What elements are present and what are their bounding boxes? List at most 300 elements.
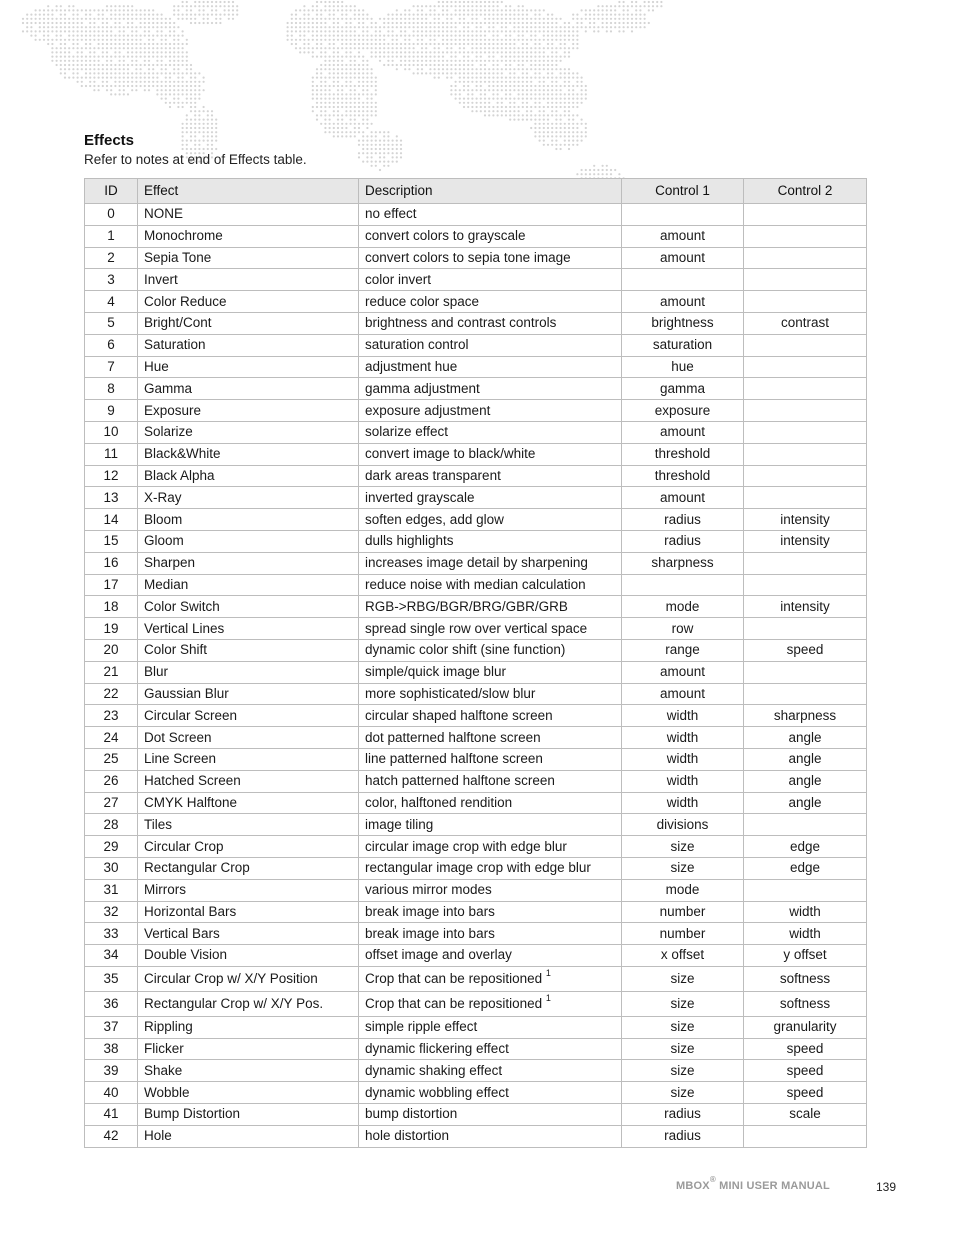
cell-id-text: 33 [103, 925, 119, 941]
table-row [85, 291, 867, 313]
page-number: 139 [876, 1180, 897, 1194]
cell-control-1-text: amount [659, 249, 706, 265]
cell-control-1 [622, 814, 744, 836]
cell-effect-text: Vertical Bars [144, 925, 220, 941]
cell-control-2 [744, 291, 867, 313]
cell-description-text: bump distortion [365, 1106, 458, 1122]
cell-control-1-text: size [670, 1041, 695, 1057]
table-row [85, 312, 867, 334]
cell-description-text: dot patterned halftone screen [365, 729, 541, 745]
cell-id [85, 901, 138, 923]
cell-description-text: convert colors to grayscale [365, 228, 526, 244]
cell-id-text: 3 [107, 271, 115, 287]
cell-description-text: dynamic flickering effect [365, 1041, 509, 1057]
cell-control-2-text: intensity [780, 511, 830, 527]
cell-control-2-text: edge [789, 860, 821, 876]
cell-control-2-text: angle [788, 773, 822, 789]
cell-effect-text: Hole [144, 1128, 172, 1144]
cell-effect-text: Blur [144, 664, 169, 680]
cell-control-1 [622, 991, 744, 1016]
cell-description-text: hatch patterned halftone screen [365, 773, 555, 789]
cell-effect [138, 1125, 359, 1147]
cell-control-1-text: width [666, 751, 699, 767]
cell-effect-text: Color Shift [144, 642, 208, 658]
cell-control-2 [744, 879, 867, 901]
cell-control-1-text: number [659, 925, 706, 941]
cell-control-2 [744, 966, 867, 991]
cell-effect [138, 661, 359, 683]
cell-control-1-text: amount [659, 228, 706, 244]
cell-effect-text: Tiles [144, 816, 173, 832]
cell-control-2-text: y offset [783, 947, 827, 963]
cell-effect [138, 923, 359, 945]
cell-description [359, 487, 622, 509]
table-row [85, 923, 867, 945]
cell-control-2-text: speed [786, 1062, 824, 1078]
cell-effect-text: Monochrome [144, 228, 223, 244]
cell-control-1-text: hue [671, 358, 694, 374]
cell-id [85, 991, 138, 1016]
cell-description [359, 509, 622, 531]
cell-effect-text: Gamma [144, 380, 193, 396]
cell-description [359, 683, 622, 705]
cell-id [85, 552, 138, 574]
cell-effect-text: Gaussian Blur [144, 685, 229, 701]
cell-description-text: reduce color space [365, 293, 480, 309]
cell-description-text: Crop that can be repositioned [365, 995, 543, 1011]
cell-description [359, 225, 622, 247]
cell-id [85, 748, 138, 770]
cell-effect-text: Flicker [144, 1041, 184, 1057]
cell-control-1 [622, 269, 744, 291]
cell-control-2-text: intensity [780, 598, 830, 614]
table-row [85, 1082, 867, 1104]
cell-control-1 [622, 1082, 744, 1104]
cell-control-2 [744, 705, 867, 727]
cell-description [359, 334, 622, 356]
cell-id-text: 38 [103, 1041, 119, 1057]
cell-control-2 [744, 552, 867, 574]
cell-effect-text: Median [144, 576, 189, 592]
cell-effect-text: Vertical Lines [144, 620, 225, 636]
footnote-marker: 1 [545, 968, 551, 979]
cell-control-2 [744, 530, 867, 552]
cell-control-1 [622, 770, 744, 792]
table-row [85, 596, 867, 618]
table-row [85, 552, 867, 574]
cell-description-text: various mirror modes [365, 882, 492, 898]
cell-effect-text: Gloom [144, 533, 184, 549]
cell-effect-text: CMYK Halftone [144, 794, 238, 810]
table-row [85, 879, 867, 901]
cell-control-1 [622, 421, 744, 443]
cell-control-1-text: size [670, 1019, 695, 1035]
cell-control-1 [622, 901, 744, 923]
cell-control-1-text: radius [664, 1106, 701, 1122]
cell-control-2 [744, 991, 867, 1016]
cell-control-1 [622, 1104, 744, 1126]
cell-effect-text: Circular Screen [144, 707, 238, 723]
cell-control-2-text: angle [788, 729, 822, 745]
cell-id [85, 225, 138, 247]
cell-control-1-text: saturation [652, 337, 713, 353]
cell-control-1-text: exposure [654, 402, 711, 418]
cell-description [359, 945, 622, 967]
cell-effect [138, 901, 359, 923]
cell-description [359, 1125, 622, 1147]
cell-id [85, 312, 138, 334]
cell-effect [138, 291, 359, 313]
cell-description [359, 639, 622, 661]
cell-id-text: 22 [103, 685, 119, 701]
cell-control-1 [622, 683, 744, 705]
cell-control-2 [744, 683, 867, 705]
cell-control-2 [744, 748, 867, 770]
cell-description [359, 443, 622, 465]
cell-effect [138, 596, 359, 618]
cell-id [85, 1082, 138, 1104]
cell-effect [138, 312, 359, 334]
cell-description [359, 923, 622, 945]
cell-effect-text: Line Screen [144, 751, 217, 767]
cell-id [85, 487, 138, 509]
cell-description [359, 552, 622, 574]
cell-effect-text: X-Ray [144, 489, 182, 505]
table-row [85, 465, 867, 487]
cell-id [85, 945, 138, 967]
cell-description [359, 400, 622, 422]
cell-id-text: 19 [103, 620, 119, 636]
cell-effect [138, 770, 359, 792]
cell-id [85, 770, 138, 792]
column-header-description: Description [359, 179, 622, 204]
cell-id-text: 15 [103, 533, 119, 549]
cell-id [85, 639, 138, 661]
cell-control-2-text: edge [789, 838, 821, 854]
cell-effect [138, 857, 359, 879]
cell-description-text: solarize effect [365, 424, 449, 440]
cell-description [359, 618, 622, 640]
cell-control-1 [622, 530, 744, 552]
cell-control-1-text: width [666, 794, 699, 810]
cell-control-2 [744, 487, 867, 509]
cell-control-2-text: speed [786, 1041, 824, 1057]
cell-description [359, 879, 622, 901]
table-row [85, 857, 867, 879]
cell-effect-text: Invert [144, 271, 178, 287]
cell-description-text: simple ripple effect [365, 1019, 478, 1035]
cell-control-2 [744, 247, 867, 269]
cell-description [359, 857, 622, 879]
cell-control-2 [744, 945, 867, 967]
cell-control-2-text: speed [786, 1084, 824, 1100]
cell-description [359, 1060, 622, 1082]
cell-control-2 [744, 792, 867, 814]
cell-id [85, 443, 138, 465]
cell-id-text: 39 [103, 1062, 119, 1078]
cell-control-1-text: size [670, 860, 695, 876]
cell-control-2 [744, 312, 867, 334]
cell-id-text: 14 [103, 511, 119, 527]
table-row [85, 814, 867, 836]
cell-id-text: 5 [107, 315, 115, 331]
table-row [85, 639, 867, 661]
cell-effect [138, 421, 359, 443]
cell-control-1-text: mode [665, 882, 700, 898]
table-row [85, 1060, 867, 1082]
cell-control-1-text: radius [664, 1128, 701, 1144]
cell-id [85, 814, 138, 836]
cell-control-2-text: intensity [780, 533, 830, 549]
column-header-effect: Effect [138, 179, 359, 204]
footer-manual-name: MINI USER MANUAL [715, 1180, 830, 1192]
cell-effect [138, 1082, 359, 1104]
cell-control-2-text: contrast [780, 315, 830, 331]
cell-control-1 [622, 661, 744, 683]
cell-effect [138, 269, 359, 291]
cell-description [359, 1104, 622, 1126]
table-row [85, 683, 867, 705]
cell-id-text: 35 [103, 970, 119, 986]
cell-description-text: circular image crop with edge blur [365, 838, 567, 854]
cell-id-text: 23 [103, 707, 119, 723]
cell-description-text: reduce noise with median calculation [365, 576, 586, 592]
cell-effect [138, 879, 359, 901]
cell-id-text: 0 [107, 206, 115, 222]
cell-control-1 [622, 378, 744, 400]
cell-description-text: Crop that can be repositioned [365, 970, 543, 986]
cell-description [359, 356, 622, 378]
cell-effect [138, 443, 359, 465]
cell-description-text: circular shaped halftone screen [365, 707, 553, 723]
cell-control-1 [622, 1038, 744, 1060]
cell-control-1 [622, 334, 744, 356]
cell-description-text: hole distortion [365, 1128, 450, 1144]
cell-description [359, 792, 622, 814]
cell-description [359, 596, 622, 618]
cell-id [85, 378, 138, 400]
cell-description [359, 269, 622, 291]
cell-id [85, 836, 138, 858]
cell-id [85, 923, 138, 945]
cell-control-1-text: radius [664, 511, 701, 527]
cell-effect-text: Bloom [144, 511, 183, 527]
cell-control-1-text: amount [659, 293, 706, 309]
cell-description-text: gamma adjustment [365, 380, 480, 396]
cell-control-1 [622, 705, 744, 727]
cell-control-2 [744, 334, 867, 356]
cell-id-text: 27 [103, 794, 119, 810]
cell-effect-text: Wobble [144, 1084, 190, 1100]
column-header-control-2: Control 2 [744, 179, 867, 204]
cell-control-2-text: speed [786, 642, 824, 658]
cell-control-1 [622, 596, 744, 618]
cell-control-2 [744, 225, 867, 247]
cell-control-2 [744, 378, 867, 400]
table-row [85, 945, 867, 967]
cell-id [85, 857, 138, 879]
cell-id [85, 574, 138, 596]
cell-description [359, 291, 622, 313]
cell-control-2 [744, 727, 867, 749]
cell-description-text: break image into bars [365, 903, 495, 919]
cell-id-text: 17 [103, 576, 119, 592]
cell-description-text: brightness and contrast controls [365, 315, 557, 331]
cell-control-1-text: size [670, 838, 695, 854]
cell-description [359, 421, 622, 443]
cell-control-1 [622, 1060, 744, 1082]
cell-control-1-text: row [671, 620, 694, 636]
cell-control-2 [744, 509, 867, 531]
cell-effect-text: Black&White [144, 446, 221, 462]
table-row [85, 509, 867, 531]
cell-description-text: more sophisticated/slow blur [365, 685, 536, 701]
cell-control-1-text: amount [659, 489, 706, 505]
cell-control-1 [622, 792, 744, 814]
cell-control-2 [744, 204, 867, 226]
section-note: Refer to notes at end of Effects table. [84, 152, 307, 167]
cell-control-1 [622, 509, 744, 531]
section-title: Effects [84, 132, 135, 149]
cell-id-text: 16 [103, 555, 119, 571]
cell-description-text: dynamic color shift (sine function) [365, 642, 566, 658]
cell-control-1 [622, 443, 744, 465]
cell-description-text: color invert [365, 271, 432, 287]
cell-control-2 [744, 400, 867, 422]
cell-effect [138, 574, 359, 596]
cell-id-text: 8 [107, 380, 115, 396]
cell-control-1-text: threshold [654, 446, 711, 462]
cell-control-2-text: granularity [773, 1019, 837, 1035]
cell-description-text: dynamic wobbling effect [365, 1084, 509, 1100]
cell-description [359, 814, 622, 836]
cell-id-text: 6 [107, 337, 115, 353]
cell-control-2 [744, 1060, 867, 1082]
cell-control-2-text: width [789, 925, 821, 941]
cell-effect-text: Dot Screen [144, 729, 212, 745]
cell-effect-text: NONE [144, 206, 184, 222]
cell-control-1-text: brightness [651, 315, 714, 331]
cell-id-text: 2 [107, 249, 115, 265]
table-row [85, 836, 867, 858]
registered-mark: ® [709, 1175, 716, 1185]
cell-control-1 [622, 204, 744, 226]
cell-description [359, 991, 622, 1016]
cell-id [85, 530, 138, 552]
cell-effect-text: Shake [144, 1062, 183, 1078]
cell-id [85, 247, 138, 269]
cell-control-1 [622, 574, 744, 596]
cell-id [85, 792, 138, 814]
cell-id-text: 25 [103, 751, 119, 767]
cell-control-1-text: range [665, 642, 700, 658]
cell-control-2 [744, 857, 867, 879]
cell-control-1 [622, 945, 744, 967]
cell-control-2 [744, 465, 867, 487]
cell-effect [138, 465, 359, 487]
cell-id-text: 7 [107, 358, 115, 374]
cell-id [85, 291, 138, 313]
cell-control-2-text: scale [789, 1106, 821, 1122]
cell-effect-text: Circular Crop w/ X/Y Position [144, 970, 318, 986]
cell-control-1-text: gamma [659, 380, 705, 396]
cell-control-1 [622, 966, 744, 991]
cell-id-text: 42 [103, 1128, 119, 1144]
cell-description-text: dynamic shaking effect [365, 1062, 503, 1078]
cell-effect [138, 792, 359, 814]
table-row [85, 748, 867, 770]
cell-id-text: 9 [107, 402, 115, 418]
cell-description-text: dulls highlights [365, 533, 454, 549]
cell-effect-text: Sharpen [144, 555, 196, 571]
cell-effect [138, 1104, 359, 1126]
cell-control-1 [622, 247, 744, 269]
table-row [85, 225, 867, 247]
cell-control-1 [622, 639, 744, 661]
cell-id [85, 1104, 138, 1126]
table-row [85, 991, 867, 1016]
cell-description [359, 661, 622, 683]
cell-control-2 [744, 1104, 867, 1126]
table-row [85, 421, 867, 443]
cell-effect-text: Hatched Screen [144, 773, 241, 789]
footer-manual-title [676, 1175, 830, 1192]
table-row [85, 334, 867, 356]
cell-id-text: 34 [103, 947, 119, 963]
cell-control-1 [622, 1016, 744, 1038]
cell-control-2 [744, 923, 867, 945]
cell-description-text: increases image detail by sharpening [365, 555, 588, 571]
cell-control-1 [622, 225, 744, 247]
cell-id [85, 879, 138, 901]
cell-control-2 [744, 1082, 867, 1104]
cell-id-text: 29 [103, 838, 119, 854]
cell-effect [138, 530, 359, 552]
table-row [85, 901, 867, 923]
cell-control-2 [744, 1016, 867, 1038]
cell-effect [138, 552, 359, 574]
cell-effect [138, 378, 359, 400]
cell-id-text: 13 [103, 489, 119, 505]
cell-id-text: 26 [103, 773, 119, 789]
cell-effect-text: Horizontal Bars [144, 903, 237, 919]
cell-effect [138, 509, 359, 531]
cell-description-text: RGB->RBG/BGR/BRG/GBR/GRB [365, 598, 568, 614]
cell-id [85, 400, 138, 422]
cell-id [85, 421, 138, 443]
cell-effect [138, 727, 359, 749]
cell-effect-text: Hue [144, 358, 169, 374]
column-header-control-1: Control 1 [622, 179, 744, 204]
cell-description-text: convert image to black/white [365, 446, 536, 462]
cell-description-text: image tiling [365, 816, 434, 832]
cell-control-2 [744, 618, 867, 640]
cell-description [359, 1038, 622, 1060]
cell-effect [138, 814, 359, 836]
cell-effect [138, 836, 359, 858]
cell-control-1-text: size [670, 995, 695, 1011]
cell-id-text: 31 [103, 882, 119, 898]
cell-effect [138, 991, 359, 1016]
cell-description [359, 204, 622, 226]
cell-id [85, 683, 138, 705]
cell-control-2 [744, 574, 867, 596]
cell-control-2-text: width [789, 903, 821, 919]
cell-id-text: 32 [103, 903, 119, 919]
cell-description-text: convert colors to sepia tone image [365, 249, 571, 265]
cell-effect-text: Sepia Tone [144, 249, 212, 265]
footer-brand: MBOX [676, 1180, 710, 1192]
